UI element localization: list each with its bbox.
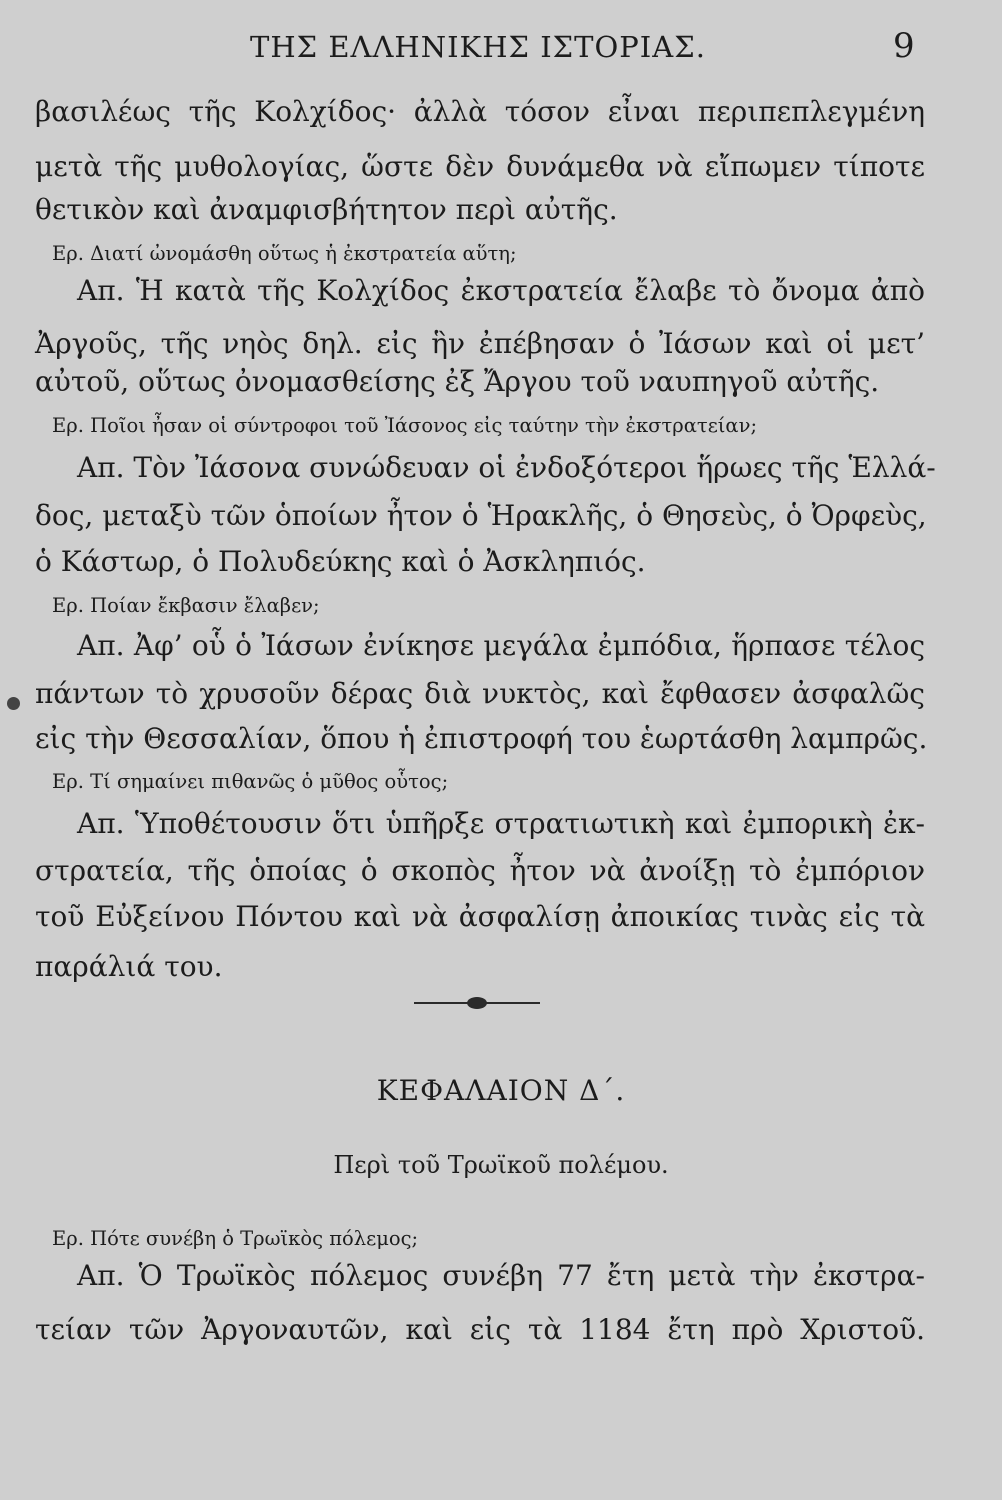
page-number: 9 [893, 26, 915, 66]
question-line: Ερ. Τί σημαίνει πιθανῶς ὁ μῦθος οὗτος; [52, 770, 449, 793]
question-line: Ερ. Ποίαν ἔκβασιν ἔλαβεν; [52, 594, 320, 617]
text-line: στρατεία, τῆς ὁποίας ὁ σκοπὸς ἦτον νὰ ἀνοίξῃ τὸ ἐμπόριον [35, 854, 925, 887]
text-line: αὐτοῦ, οὕτως ὀνομασθείσης ἐξ Ἄργου τοῦ ναυπηγοῦ αὐτῆς. [35, 365, 880, 398]
text-line: εἰς τὴν Θεσσαλίαν, ὅπου ἡ ἐπιστροφή του ἑωρτάσθη λαμπρῶς. [35, 722, 928, 755]
text-line: παράλιά του. [35, 950, 223, 983]
question-line: Ερ. Διατί ὠνομάσθη οὕτως ἡ ἐκστρατεία αὕτη; [52, 242, 517, 265]
divider-ornament-icon [467, 997, 487, 1009]
text-line: βασιλέως τῆς Κολχίδος· ἀλλὰ τόσον εἶναι περιπεπλεγμένη [35, 95, 925, 128]
chapter-subtitle: Περὶ τοῦ Τρωϊκοῦ πολέμου. [333, 1151, 669, 1179]
answer-line: Απ. Ἡ κατὰ τῆς Κολχίδος ἐκστρατεία ἔλαβε τὸ ὄνομα ἀπὸ [77, 274, 925, 307]
text-line: τοῦ Εὐξείνου Πόντου καὶ νὰ ἀσφαλίσῃ ἀποικίας τινὰς εἰς τὰ [35, 900, 925, 933]
text-line: ὁ Κάστωρ, ὁ Πολυδεύκης καὶ ὁ Ἀσκληπιός. [35, 545, 646, 578]
answer-line: Απ. Ὑποθέτουσιν ὅτι ὑπῆρξε στρατιωτικὴ καὶ ἐμπορικὴ ἐκ- [77, 807, 925, 840]
text-line: δος, μεταξὺ τῶν ὁποίων ἦτον ὁ Ἡρακλῆς, ὁ Θησεὺς, ὁ Ὀρφεὺς, [35, 499, 927, 532]
chapter-title: ΚΕΦΑΛΑΙΟΝ Δ΄. [376, 1074, 626, 1107]
answer-line: Απ. Τὸν Ἰάσονα συνώδευαν οἱ ἐνδοξότεροι ἥρωες τῆς Ἑλλά- [77, 451, 936, 484]
question-line: Ερ. Ποῖοι ἦσαν οἱ σύντροφοι τοῦ Ἰάσονος εἰς ταύτην τὴν ἐκστρατείαν; [52, 414, 758, 437]
ink-spot-icon [7, 697, 20, 710]
text-line: τείαν τῶν Ἀργοναυτῶν, καὶ εἰς τὰ 1184 ἔτη πρὸ Χριστοῦ. [35, 1313, 925, 1346]
running-title: ΤΗΣ ΕΛΛΗΝΙΚΗΣ ΙΣΤΟΡΙΑΣ. [250, 30, 706, 64]
answer-line: Απ. Ὁ Τρωϊκὸς πόλεμος συνέβη 77 ἔτη μετὰ τὴν ἐκστρα- [77, 1259, 925, 1292]
text-line: πάντων τὸ χρυσοῦν δέρας διὰ νυκτὸς, καὶ ἔφθασεν ἀσφαλῶς [35, 677, 925, 710]
text-line: Ἀργοῦς, τῆς νηὸς δηλ. εἰς ἣν ἐπέβησαν ὁ Ἰάσων καὶ οἱ μετ’ [35, 327, 925, 360]
text-line: θετικὸν καὶ ἀναμφισβήτητον περὶ αὐτῆς. [35, 193, 618, 226]
text-line: μετὰ τῆς μυθολογίας, ὥστε δὲν δυνάμεθα νὰ εἴπωμεν τίποτε [35, 150, 925, 183]
answer-line: Απ. Ἀφ’ οὗ ὁ Ἰάσων ἐνίκησε μεγάλα ἐμπόδια, ἥρπασε τέλος [77, 629, 925, 662]
question-line: Ερ. Πότε συνέβη ὁ Τρωϊκὸς πόλεμος; [52, 1227, 419, 1250]
